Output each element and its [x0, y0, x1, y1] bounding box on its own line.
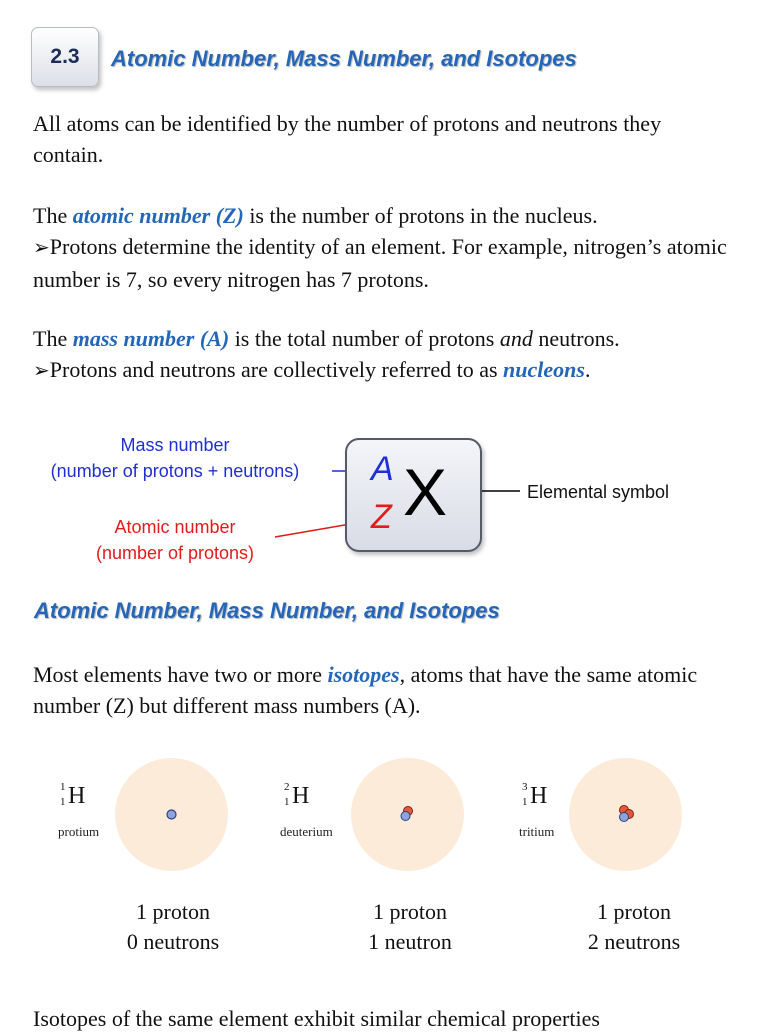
protium-atom — [115, 758, 228, 871]
tritium-atomic-number: 1 — [522, 796, 528, 808]
deuterium-atom — [351, 758, 464, 871]
nucleons-term: nucleons — [503, 357, 585, 382]
deuterium-symbol: H — [292, 783, 310, 809]
atomic-number-letter: Z — [371, 498, 392, 536]
deuterium-caption — [335, 897, 485, 957]
tritium-atom — [569, 758, 682, 871]
atomic-number-post: is the number of protons in the nucleus. — [243, 203, 598, 228]
footer-text: Isotopes of the same element exhibit similar chemical properties — [33, 1006, 600, 1031]
mass-number-post: neutrons. — [532, 326, 620, 351]
protium-atomic-number: 1 — [60, 796, 66, 808]
nuclide-notation-box — [345, 438, 482, 552]
protium-name: protium — [58, 824, 100, 839]
tritium-name: tritium — [519, 824, 555, 839]
mass-number-term: mass number (A) — [72, 326, 230, 351]
atomic-number-pre: The — [33, 203, 73, 228]
deuterium-protons: 1 proton — [373, 899, 447, 924]
nucleons-post: . — [584, 357, 591, 382]
section-number: 2.3 — [50, 45, 80, 68]
proton-icon — [164, 807, 179, 822]
tritium-neutrons: 2 neutrons — [587, 929, 681, 954]
protium-protons: 1 proton — [136, 899, 210, 924]
isotopes-post: , atoms that have the same atomic number (Z) but different mass numbers (A). — [33, 662, 698, 718]
nucleus-icon — [398, 804, 416, 824]
footer-paragraph — [33, 1003, 733, 1034]
bullet-arrow-icon: ➢ — [33, 237, 50, 259]
tritium-mass-number: 3 — [522, 781, 528, 793]
deuterium-mass-number: 2 — [284, 781, 290, 793]
bullet-arrow-icon: ➢ — [33, 360, 50, 382]
atomic-number-label-line1: Atomic number — [114, 517, 236, 537]
mass-number-label-line1: Mass number — [120, 435, 230, 455]
element-symbol-letter: X — [403, 455, 448, 529]
isotopes-definition — [33, 659, 733, 721]
protium-caption — [98, 897, 248, 957]
intro-text: All atoms can be identified by the number of protons and neutrons they contain. — [33, 111, 662, 167]
isotopes-term: isotopes — [327, 662, 400, 687]
isotopes-pre: Most elements have two or more — [33, 662, 328, 687]
protium-mass-number: 1 — [60, 781, 66, 793]
nucleus-icon — [616, 803, 636, 825]
tritium-protons: 1 proton — [597, 899, 671, 924]
mass-number-label-line2: (number of protons + neutrons) — [50, 461, 300, 481]
mass-number-and: and — [499, 326, 533, 351]
deuterium-name: deuterium — [280, 824, 333, 839]
atomic-number-bullet-text: Protons determine the identity of an element. For example, nitrogen’s atomic number is 7, so every nitrogen has 7 protons. — [33, 234, 727, 292]
mass-number-pre: The — [33, 326, 73, 351]
deuterium-atomic-number: 1 — [284, 796, 290, 808]
protium-neutrons: 0 neutrons — [126, 929, 220, 954]
elemental-symbol-label: Elemental symbol — [527, 482, 670, 502]
tritium-caption — [559, 897, 709, 957]
isotopes-heading: Atomic Number, Mass Number, and Isotopes — [34, 598, 500, 623]
mass-number-letter: A — [371, 450, 394, 488]
tritium-symbol: H — [530, 783, 548, 809]
mass-number-mid: is the total number of protons — [229, 326, 500, 351]
section-title: Atomic Number, Mass Number, and Isotopes — [111, 46, 577, 71]
protium-symbol: H — [68, 783, 86, 809]
deuterium-neutrons: 1 neutron — [368, 929, 452, 954]
nucleons-pre: Protons and neutrons are collectively referred to as — [49, 357, 504, 382]
atomic-number-term: atomic number (Z) — [72, 203, 244, 228]
atomic-number-label-line2: (number of protons) — [95, 543, 255, 563]
isotopes-paragraph — [33, 659, 733, 721]
